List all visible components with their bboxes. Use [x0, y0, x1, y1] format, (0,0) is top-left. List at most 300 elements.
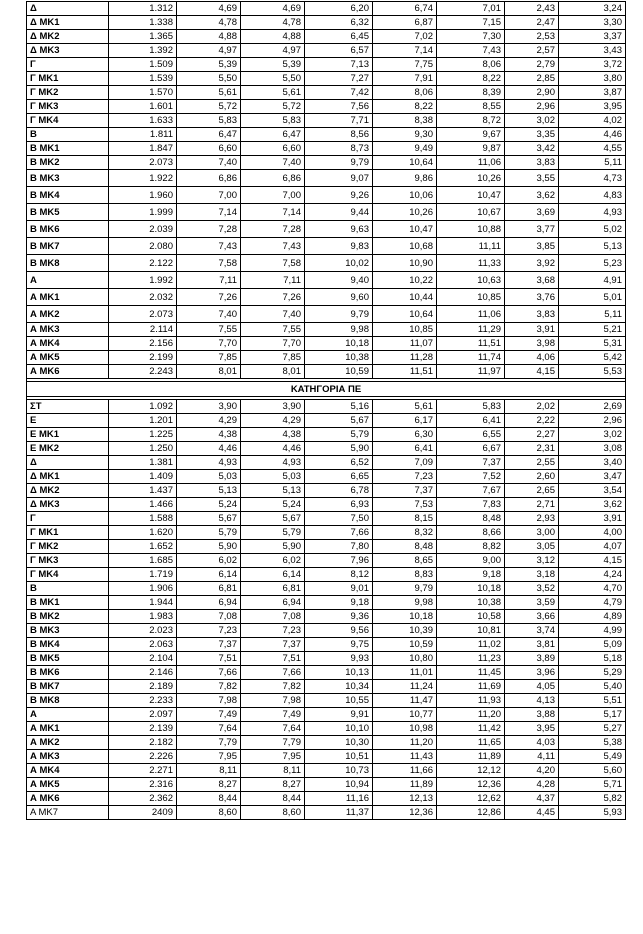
value-cell: 5,83 [437, 400, 505, 414]
table-row [27, 400, 626, 414]
grade-label: Ε ΜΚ2 [27, 442, 109, 456]
value-cell: 11,97 [437, 365, 505, 379]
value-cell: 7,91 [373, 72, 437, 86]
value-cell: 6,47 [177, 128, 241, 142]
value-cell: 4,97 [177, 44, 241, 58]
value-cell: 4,03 [505, 736, 559, 750]
value-cell: 5,53 [559, 365, 626, 379]
value-cell: 9,98 [305, 323, 373, 337]
value-cell: 10,64 [373, 156, 437, 170]
grade-label: Γ ΜΚ2 [27, 540, 109, 554]
value-cell: 11,06 [437, 306, 505, 323]
value-cell: 10,85 [437, 289, 505, 306]
value-cell: 11,16 [305, 792, 373, 806]
grade-label: Β ΜΚ7 [27, 238, 109, 255]
value-cell: 7,14 [373, 44, 437, 58]
value-cell: 5,13 [241, 484, 305, 498]
value-cell: 1.466 [109, 498, 177, 512]
value-cell: 7,28 [241, 221, 305, 238]
table-row [27, 365, 626, 379]
grade-label: Α ΜΚ5 [27, 778, 109, 792]
value-cell: 9,98 [373, 596, 437, 610]
grade-label: Α ΜΚ4 [27, 764, 109, 778]
table-row [27, 778, 626, 792]
grade-label: Α ΜΚ1 [27, 289, 109, 306]
table-row [27, 100, 626, 114]
value-cell: 4,00 [559, 526, 626, 540]
value-cell: 10,47 [373, 221, 437, 238]
value-cell: 4,93 [177, 456, 241, 470]
value-cell: 4,24 [559, 568, 626, 582]
value-cell: 4,13 [505, 694, 559, 708]
value-cell: 2.023 [109, 624, 177, 638]
value-cell: 10,55 [305, 694, 373, 708]
value-cell: 5,11 [559, 156, 626, 170]
table-row [27, 44, 626, 58]
value-cell: 10,10 [305, 722, 373, 736]
value-cell: 10,80 [373, 652, 437, 666]
value-cell: 1.312 [109, 2, 177, 16]
value-cell: 4,78 [177, 16, 241, 30]
grade-label: Δ [27, 456, 109, 470]
value-cell: 8,44 [177, 792, 241, 806]
value-cell: 9,49 [373, 142, 437, 156]
value-cell: 7,49 [177, 708, 241, 722]
value-cell: 6,94 [177, 596, 241, 610]
table-row [27, 58, 626, 72]
value-cell: 9,86 [373, 170, 437, 187]
table-row [27, 337, 626, 351]
table-row [27, 792, 626, 806]
value-cell: 8,83 [373, 568, 437, 582]
grade-label: Ε ΜΚ1 [27, 428, 109, 442]
value-cell: 11,07 [373, 337, 437, 351]
value-cell: 7,40 [241, 306, 305, 323]
value-cell: 1.922 [109, 170, 177, 187]
value-cell: 6,55 [437, 428, 505, 442]
value-cell: 2,02 [505, 400, 559, 414]
table-row [27, 750, 626, 764]
value-cell: 3,90 [241, 400, 305, 414]
value-cell: 4,89 [559, 610, 626, 624]
value-cell: 7,51 [241, 652, 305, 666]
value-cell: 1.365 [109, 30, 177, 44]
grade-label: Α ΜΚ1 [27, 722, 109, 736]
value-cell: 12,62 [437, 792, 505, 806]
value-cell: 7,01 [437, 2, 505, 16]
value-cell: 7,11 [177, 272, 241, 289]
value-cell: 2.032 [109, 289, 177, 306]
value-cell: 7,55 [177, 323, 241, 337]
grade-label: Α ΜΚ2 [27, 736, 109, 750]
value-cell: 11,20 [373, 736, 437, 750]
value-cell: 8,01 [241, 365, 305, 379]
table-row [27, 554, 626, 568]
value-cell: 3,02 [559, 428, 626, 442]
table-row [27, 414, 626, 428]
value-cell: 7,67 [437, 484, 505, 498]
value-cell: 7,00 [177, 187, 241, 204]
value-cell: 8,39 [437, 86, 505, 100]
value-cell: 7,30 [437, 30, 505, 44]
value-cell: 6,41 [437, 414, 505, 428]
value-cell: 5,42 [559, 351, 626, 365]
value-cell: 5,67 [305, 414, 373, 428]
value-cell: 6,45 [305, 30, 373, 44]
value-cell: 10,73 [305, 764, 373, 778]
value-cell: 7,66 [305, 526, 373, 540]
value-cell: 5,79 [177, 526, 241, 540]
value-cell: 10,88 [437, 221, 505, 238]
table-row [27, 128, 626, 142]
value-cell: 11,43 [373, 750, 437, 764]
value-cell: 3,43 [559, 44, 626, 58]
value-cell: 7,37 [177, 638, 241, 652]
value-cell: 7,00 [241, 187, 305, 204]
value-cell: 1.509 [109, 58, 177, 72]
value-cell: 11,69 [437, 680, 505, 694]
value-cell: 7,58 [177, 255, 241, 272]
value-cell: 10,94 [305, 778, 373, 792]
value-cell: 5,40 [559, 680, 626, 694]
grade-label: Γ ΜΚ1 [27, 526, 109, 540]
value-cell: 5,90 [177, 540, 241, 554]
value-cell: 7,53 [373, 498, 437, 512]
value-cell: 3,05 [505, 540, 559, 554]
value-cell: 1.601 [109, 100, 177, 114]
grade-label: Γ ΜΚ3 [27, 100, 109, 114]
value-cell: 2.097 [109, 708, 177, 722]
value-cell: 2,31 [505, 442, 559, 456]
table-row [27, 470, 626, 484]
value-cell: 5,82 [559, 792, 626, 806]
grade-label: Β ΜΚ8 [27, 694, 109, 708]
value-cell: 10,90 [373, 255, 437, 272]
grade-label: Β ΜΚ3 [27, 624, 109, 638]
value-cell: 7,82 [241, 680, 305, 694]
value-cell: 3,91 [559, 512, 626, 526]
value-cell: 7,64 [177, 722, 241, 736]
table-row [27, 484, 626, 498]
value-cell: 6,94 [241, 596, 305, 610]
value-cell: 10,77 [373, 708, 437, 722]
value-cell: 5,13 [177, 484, 241, 498]
value-cell: 4,46 [241, 442, 305, 456]
table-row [27, 610, 626, 624]
value-cell: 3,72 [559, 58, 626, 72]
value-cell: 7,43 [177, 238, 241, 255]
value-cell: 2,79 [505, 58, 559, 72]
value-cell: 12,36 [373, 806, 437, 820]
value-cell: 11,42 [437, 722, 505, 736]
value-cell: 4,97 [241, 44, 305, 58]
table-row [27, 540, 626, 554]
value-cell: 1.847 [109, 142, 177, 156]
grade-label: Γ ΜΚ2 [27, 86, 109, 100]
value-cell: 4,29 [241, 414, 305, 428]
table-row [27, 568, 626, 582]
table-row [27, 306, 626, 323]
value-cell: 2.316 [109, 778, 177, 792]
grade-label: Δ [27, 2, 109, 16]
value-cell: 3,42 [505, 142, 559, 156]
value-cell: 7,37 [241, 638, 305, 652]
value-cell: 3,77 [505, 221, 559, 238]
value-cell: 10,39 [373, 624, 437, 638]
value-cell: 7,55 [241, 323, 305, 337]
value-cell: 2,96 [559, 414, 626, 428]
value-cell: 8,60 [177, 806, 241, 820]
value-cell: 1.539 [109, 72, 177, 86]
value-cell: 7,95 [241, 750, 305, 764]
value-cell: 8,66 [437, 526, 505, 540]
value-cell: 2.122 [109, 255, 177, 272]
value-cell: 11,89 [373, 778, 437, 792]
value-cell: 7,13 [305, 58, 373, 72]
section-divider [27, 379, 626, 400]
value-cell: 11,93 [437, 694, 505, 708]
value-cell: 3,40 [559, 456, 626, 470]
value-cell: 10,26 [437, 170, 505, 187]
grade-label: Α [27, 272, 109, 289]
value-cell: 5,23 [559, 255, 626, 272]
grade-label: Β ΜΚ7 [27, 680, 109, 694]
value-cell: 9,63 [305, 221, 373, 238]
value-cell: 6,93 [305, 498, 373, 512]
grade-label: Β ΜΚ4 [27, 638, 109, 652]
value-cell: 9,40 [305, 272, 373, 289]
value-cell: 5,50 [177, 72, 241, 86]
table-row [27, 582, 626, 596]
value-cell: 3,95 [559, 100, 626, 114]
value-cell: 9,36 [305, 610, 373, 624]
value-cell: 5,61 [177, 86, 241, 100]
value-cell: 2.039 [109, 221, 177, 238]
table-row [27, 512, 626, 526]
value-cell: 1.719 [109, 568, 177, 582]
value-cell: 1.338 [109, 16, 177, 30]
value-cell: 7,15 [437, 16, 505, 30]
value-cell: 2,60 [505, 470, 559, 484]
value-cell: 2.073 [109, 306, 177, 323]
value-cell: 11,65 [437, 736, 505, 750]
value-cell: 4,05 [505, 680, 559, 694]
value-cell: 1.437 [109, 484, 177, 498]
value-cell: 1.811 [109, 128, 177, 142]
grade-label: Β ΜΚ6 [27, 221, 109, 238]
grade-label: Β ΜΚ5 [27, 204, 109, 221]
table-row [27, 187, 626, 204]
value-cell: 7,79 [241, 736, 305, 750]
value-cell: 2.189 [109, 680, 177, 694]
table-row [27, 30, 626, 44]
value-cell: 4,38 [177, 428, 241, 442]
value-cell: 4,70 [559, 582, 626, 596]
value-cell: 3,74 [505, 624, 559, 638]
grade-label: Δ ΜΚ2 [27, 30, 109, 44]
value-cell: 4,69 [177, 2, 241, 16]
value-cell: 10,18 [373, 610, 437, 624]
value-cell: 3,24 [559, 2, 626, 16]
value-cell: 10,59 [373, 638, 437, 652]
value-cell: 3,35 [505, 128, 559, 142]
value-cell: 6,65 [305, 470, 373, 484]
grade-label: Β [27, 128, 109, 142]
value-cell: 5,03 [177, 470, 241, 484]
value-cell: 6,86 [177, 170, 241, 187]
value-cell: 9,60 [305, 289, 373, 306]
value-cell: 5,39 [241, 58, 305, 72]
value-cell: 4,29 [177, 414, 241, 428]
value-cell: 8,73 [305, 142, 373, 156]
value-cell: 6,02 [241, 554, 305, 568]
value-cell: 3,55 [505, 170, 559, 187]
value-cell: 4,88 [241, 30, 305, 44]
value-cell: 3,18 [505, 568, 559, 582]
value-cell: 4,83 [559, 187, 626, 204]
value-cell: 10,18 [305, 337, 373, 351]
value-cell: 3,92 [505, 255, 559, 272]
value-cell: 7,08 [241, 610, 305, 624]
value-cell: 2.080 [109, 238, 177, 255]
value-cell: 8,22 [373, 100, 437, 114]
value-cell: 7,11 [241, 272, 305, 289]
value-cell: 3,59 [505, 596, 559, 610]
value-cell: 1.960 [109, 187, 177, 204]
value-cell: 5,39 [177, 58, 241, 72]
salary-grid [26, 1, 626, 820]
value-cell: 1.225 [109, 428, 177, 442]
grade-label: Α ΜΚ4 [27, 337, 109, 351]
value-cell: 5,83 [241, 114, 305, 128]
value-cell: 9,67 [437, 128, 505, 142]
value-cell: 2.114 [109, 323, 177, 337]
value-cell: 11,51 [437, 337, 505, 351]
table-row [27, 2, 626, 16]
value-cell: 11,89 [437, 750, 505, 764]
value-cell: 12,36 [437, 778, 505, 792]
value-cell: 9,07 [305, 170, 373, 187]
value-cell: 1.381 [109, 456, 177, 470]
value-cell: 8,11 [241, 764, 305, 778]
value-cell: 6,57 [305, 44, 373, 58]
value-cell: 3,81 [505, 638, 559, 652]
value-cell: 7,71 [305, 114, 373, 128]
value-cell: 5,09 [559, 638, 626, 652]
table-row [27, 114, 626, 128]
value-cell: 6,86 [241, 170, 305, 187]
value-cell: 7,43 [241, 238, 305, 255]
value-cell: 10,59 [305, 365, 373, 379]
value-cell: 5,02 [559, 221, 626, 238]
value-cell: 6,30 [373, 428, 437, 442]
grade-label: Β ΜΚ5 [27, 652, 109, 666]
value-cell: 8,65 [373, 554, 437, 568]
value-cell: 3,52 [505, 582, 559, 596]
value-cell: 5,71 [559, 778, 626, 792]
grade-label: Α ΜΚ6 [27, 365, 109, 379]
value-cell: 3,96 [505, 666, 559, 680]
value-cell: 11,45 [437, 666, 505, 680]
table-row [27, 442, 626, 456]
value-cell: 5,03 [241, 470, 305, 484]
value-cell: 2,53 [505, 30, 559, 44]
value-cell: 6,47 [241, 128, 305, 142]
value-cell: 4,91 [559, 272, 626, 289]
value-cell: 7,28 [177, 221, 241, 238]
section-title: ΚΑΤΗΓΟΡΙΑ ΠΕ [27, 382, 626, 397]
value-cell: 4,69 [241, 2, 305, 16]
value-cell: 5,93 [559, 806, 626, 820]
grade-label: Γ [27, 512, 109, 526]
value-cell: 1.992 [109, 272, 177, 289]
table-row [27, 806, 626, 820]
value-cell: 10,13 [305, 666, 373, 680]
value-cell: 11,51 [373, 365, 437, 379]
value-cell: 9,30 [373, 128, 437, 142]
value-cell: 3,47 [559, 470, 626, 484]
value-cell: 5,16 [305, 400, 373, 414]
value-cell: 4,46 [559, 128, 626, 142]
value-cell: 4,28 [505, 778, 559, 792]
value-cell: 1.906 [109, 582, 177, 596]
value-cell: 2,93 [505, 512, 559, 526]
table-row [27, 708, 626, 722]
value-cell: 6,02 [177, 554, 241, 568]
value-cell: 4,38 [241, 428, 305, 442]
value-cell: 11,24 [373, 680, 437, 694]
value-cell: 9,01 [305, 582, 373, 596]
value-cell: 2,85 [505, 72, 559, 86]
grade-label: Γ ΜΚ3 [27, 554, 109, 568]
value-cell: 5,51 [559, 694, 626, 708]
value-cell: 10,02 [305, 255, 373, 272]
grade-label: Δ ΜΚ1 [27, 16, 109, 30]
value-cell: 4,55 [559, 142, 626, 156]
value-cell: 5,67 [177, 512, 241, 526]
value-cell: 3,89 [505, 652, 559, 666]
grade-label: Δ ΜΚ2 [27, 484, 109, 498]
grade-label: Β ΜΚ4 [27, 187, 109, 204]
grade-label: Β ΜΚ3 [27, 170, 109, 187]
value-cell: 9,18 [305, 596, 373, 610]
value-cell: 1.685 [109, 554, 177, 568]
table-row [27, 351, 626, 365]
value-cell: 3,88 [505, 708, 559, 722]
value-cell: 3,00 [505, 526, 559, 540]
value-cell: 2,96 [505, 100, 559, 114]
value-cell: 5,90 [305, 442, 373, 456]
value-cell: 2.156 [109, 337, 177, 351]
value-cell: 3,12 [505, 554, 559, 568]
grade-label: Α ΜΚ6 [27, 792, 109, 806]
value-cell: 1.652 [109, 540, 177, 554]
value-cell: 2.073 [109, 156, 177, 170]
table-row [27, 156, 626, 170]
value-cell: 6,81 [177, 582, 241, 596]
value-cell: 7,40 [241, 156, 305, 170]
value-cell: 5,21 [559, 323, 626, 337]
value-cell: 1.570 [109, 86, 177, 100]
value-cell: 5,83 [177, 114, 241, 128]
value-cell: 9,18 [437, 568, 505, 582]
value-cell: 3,62 [505, 187, 559, 204]
value-cell: 2,71 [505, 498, 559, 512]
value-cell: 4,46 [177, 442, 241, 456]
table-row [27, 652, 626, 666]
value-cell: 10,26 [373, 204, 437, 221]
value-cell: 1.620 [109, 526, 177, 540]
